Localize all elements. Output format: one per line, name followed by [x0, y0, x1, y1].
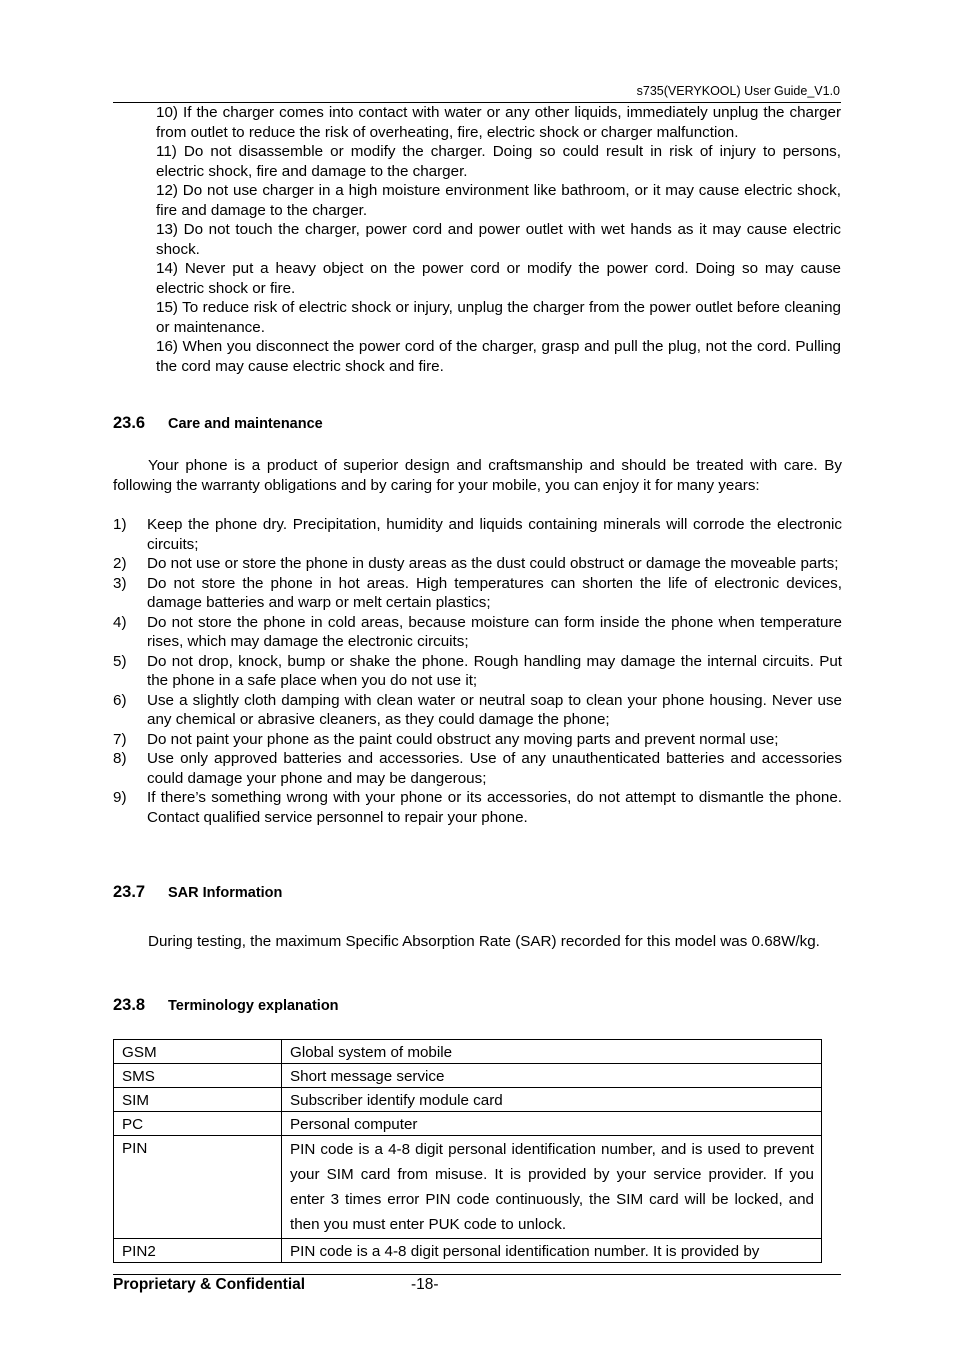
list-item: 14) Never put a heavy object on the power cord or modify the power cord. Doing so may cause electric shock or fire. [156, 260, 841, 297]
list-item [113, 554, 842, 574]
list-text: Do not drop, knock, bump or shake the phone. Rough handling may damage the internal circuits. Put the phone in a safe place when you do not use it; [147, 652, 842, 689]
section-heading-terms [113, 996, 339, 1015]
sar-paragraph: During testing, the maximum Specific Absorption Rate (SAR) recorded for this model was 0.68W/kg. [148, 933, 820, 950]
list-item [113, 652, 842, 691]
term-cell: PIN [114, 1136, 282, 1239]
list-number: 1) [113, 516, 127, 533]
definition-cell: Short message service [282, 1064, 822, 1088]
list-text: Do not store the phone in cold areas, because moisture can form inside the phone when temperature rises, which may damage the electronic circuits; [147, 613, 842, 650]
section-title: Care and maintenance [168, 416, 323, 432]
list-item: 12) Do not use charger in a high moisture environment like bathroom, or it may cause electric shock, fire and damage to the charger. [156, 182, 841, 219]
footer-confidential-label: Proprietary & Confidential [113, 1276, 306, 1293]
list-text: Do not store the phone in hot areas. High temperatures can shorten the life of electronic devices, damage batteries and warp or melt certain plastics; [147, 574, 842, 611]
list-text: Do not use or store the phone in dusty areas as the dust could obstruct or damage the moveable parts; [147, 555, 839, 572]
definition-cell: PIN code is a 4-8 digit personal identification number. It is provided by [282, 1239, 822, 1263]
definition-cell: Global system of mobile [282, 1040, 822, 1064]
list-item: 16) When you disconnect the power cord of the charger, grasp and pull the plug, not the cord. Pulling the cord may cause electric shock and fire. [156, 338, 841, 375]
list-number: 9) [113, 789, 127, 806]
term-cell: SIM [114, 1088, 282, 1112]
list-item [113, 730, 842, 750]
care-intro-paragraph: Your phone is a product of superior design and craftsmanship and should be treated with care. By following the warranty obligations and by caring for your mobile, you can enjoy it for many years: [113, 457, 842, 494]
list-number: 5) [113, 652, 127, 670]
list-number: 8) [113, 750, 127, 767]
care-list [113, 515, 842, 827]
list-item [113, 749, 842, 788]
footer-divider [113, 1274, 841, 1275]
list-item [113, 691, 842, 730]
list-item: 11) Do not disassemble or modify the charger. Doing so could result in risk of injury to persons, electric shock, fire and damage to the charger. [156, 143, 841, 180]
list-text: Use a slightly cloth damping with clean water or neutral soap to clean your phone housing. Never use any chemical or abrasive cleaners, as they could damage the phone; [147, 691, 842, 728]
table-row [114, 1136, 822, 1239]
term-cell: GSM [114, 1040, 282, 1064]
definition-cell: Personal computer [282, 1112, 822, 1136]
table-row [114, 1040, 822, 1064]
list-item [113, 515, 842, 554]
table-row [114, 1112, 822, 1136]
term-cell: SMS [114, 1064, 282, 1088]
section-number: 23.6 [113, 414, 146, 432]
list-item: 10) If the charger comes into contact with water or any other liquids, immediately unplug the charger from outlet to reduce the risk of overheating, fire, electric shock or charger malfunction. [156, 104, 841, 141]
charger-safety-list [156, 103, 841, 376]
table-row [114, 1088, 822, 1112]
list-text: If there’s something wrong with your phone or its accessories, do not attempt to dismantle the phone. Contact qualified service personnel to repair your phone. [147, 789, 842, 826]
list-text: Do not paint your phone as the paint could obstruct any moving parts and prevent normal use; [147, 730, 779, 748]
section-heading-sar [113, 883, 282, 902]
list-item: 13) Do not touch the charger, power cord and power outlet with wet hands as it may cause electric shock. [156, 221, 841, 258]
definition-cell: Subscriber identify module card [282, 1088, 822, 1112]
terminology-table [113, 1039, 822, 1263]
section-number: 23.7 [113, 883, 146, 901]
list-number: 6) [113, 691, 127, 709]
section-title: Terminology explanation [168, 998, 339, 1014]
table-row [114, 1064, 822, 1088]
list-text: Use only approved batteries and accessories. Use of any unauthenticated batteries and accessories could damage your phone and may be dangerous; [147, 750, 842, 787]
definition-cell: PIN code is a 4-8 digit personal identification number, and is used to prevent your SIM card from misuse. It is provided by your service provider. If you enter 3 times error PIN code continuously, the SIM card will be locked, and then you must enter PUK code to unlock. [282, 1136, 822, 1239]
list-number: 2) [113, 555, 127, 572]
list-item [113, 788, 842, 827]
document-header: s735(VERYKOOL) User Guide_V1.0 [636, 84, 840, 98]
list-item [113, 613, 842, 652]
term-cell: PIN2 [114, 1239, 282, 1263]
list-number: 3) [113, 574, 127, 592]
list-item [113, 574, 842, 613]
table-row [114, 1239, 822, 1263]
list-number: 4) [113, 613, 127, 631]
list-number: 7) [113, 730, 127, 748]
section-title: SAR Information [168, 885, 283, 901]
section-number: 23.8 [113, 996, 146, 1014]
list-item: 15) To reduce risk of electric shock or injury, unplug the charger from the power outlet before cleaning or maintenance. [156, 299, 841, 336]
term-cell: PC [114, 1112, 282, 1136]
section-heading-care [113, 414, 323, 433]
list-text: Keep the phone dry. Precipitation, humidity and liquids containing minerals will corrode the electronic circuits; [147, 516, 842, 553]
page-number: -18- [411, 1276, 439, 1293]
